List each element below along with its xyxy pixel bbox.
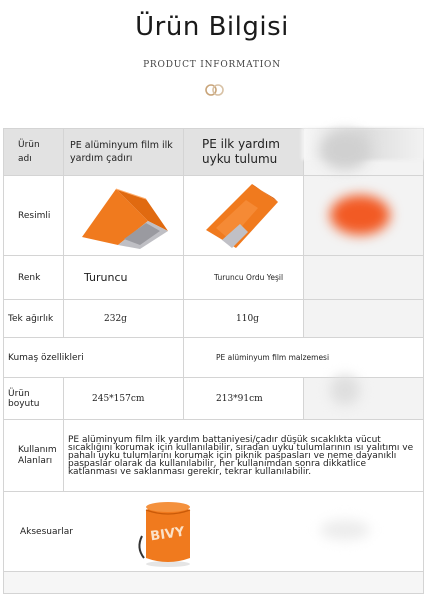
material-value: PE alüminyum film malzemesi xyxy=(184,338,424,378)
weight-product2: 110g xyxy=(184,300,304,338)
size-label: Ürün boyutu xyxy=(4,378,64,420)
weight-row xyxy=(4,300,424,338)
size-product2: 213*91cm xyxy=(184,378,304,420)
blurred-smudge-2 xyxy=(330,195,390,235)
color-label: Renk xyxy=(4,256,64,300)
color-row xyxy=(4,256,424,300)
page-title: Ürün Bilgisi xyxy=(135,12,289,42)
blurred-smudge-3 xyxy=(330,375,360,405)
tent-image-cell xyxy=(64,176,184,256)
page-subtitle: PRODUCT INFORMATION xyxy=(143,60,281,70)
size-row xyxy=(4,378,424,420)
sleeping-bag-image xyxy=(194,178,294,250)
blurred-smudge-4 xyxy=(320,520,370,540)
usage-label: Kullanım Alanları xyxy=(4,420,64,492)
weight-label: Tek ağırlık xyxy=(4,300,64,338)
blurred-weight-cell xyxy=(304,300,424,338)
bottom-row xyxy=(4,572,424,594)
material-row xyxy=(4,338,424,378)
size-product1: 245*157cm xyxy=(64,378,184,420)
color-product2: Turuncu Ordu Yeşil xyxy=(184,256,304,300)
usage-row xyxy=(4,420,424,492)
blurred-color-cell xyxy=(304,256,424,300)
sleeping-bag-image-cell xyxy=(184,176,304,256)
images-label: Resimli xyxy=(4,176,64,256)
color-product1: Turuncu xyxy=(64,256,184,300)
usage-value: PE alüminyum film ilk yardım battaniyesi/çadır düşük sıcaklıkta vücut sıcaklığını korumak için kullanılabilir, sıradan uyku tulumlarının ısı yalıtımı ve pahalı uyku tulumlarını korumak için piknik paspasları ve neme dayanıklı paspaslar olarak da kullanılabilir, her kullanımdan sonra dikkatlice katlanması ve saklanması gerekir, tekrar kullanılabilir. xyxy=(64,420,424,492)
weight-product1: 232g xyxy=(64,300,184,338)
bivy-bag-image xyxy=(128,496,228,568)
accessories-label: Aksesuarlar xyxy=(4,492,64,572)
blurred-smudge-1 xyxy=(320,130,370,170)
material-label: Kumaş özellikleri xyxy=(4,338,184,378)
rings-logo-icon xyxy=(203,83,227,97)
bag-label: BIVY xyxy=(149,524,186,544)
header-label: Ürün adı xyxy=(4,129,64,176)
bottom-blurred-cell xyxy=(4,572,424,594)
tent-image xyxy=(74,179,174,249)
blurred-size-cell xyxy=(304,378,424,420)
header-product2: PE ilk yardım uyku tulumu xyxy=(184,129,304,176)
header-product1: PE alüminyum film ilk yardım çadırı xyxy=(64,129,184,176)
